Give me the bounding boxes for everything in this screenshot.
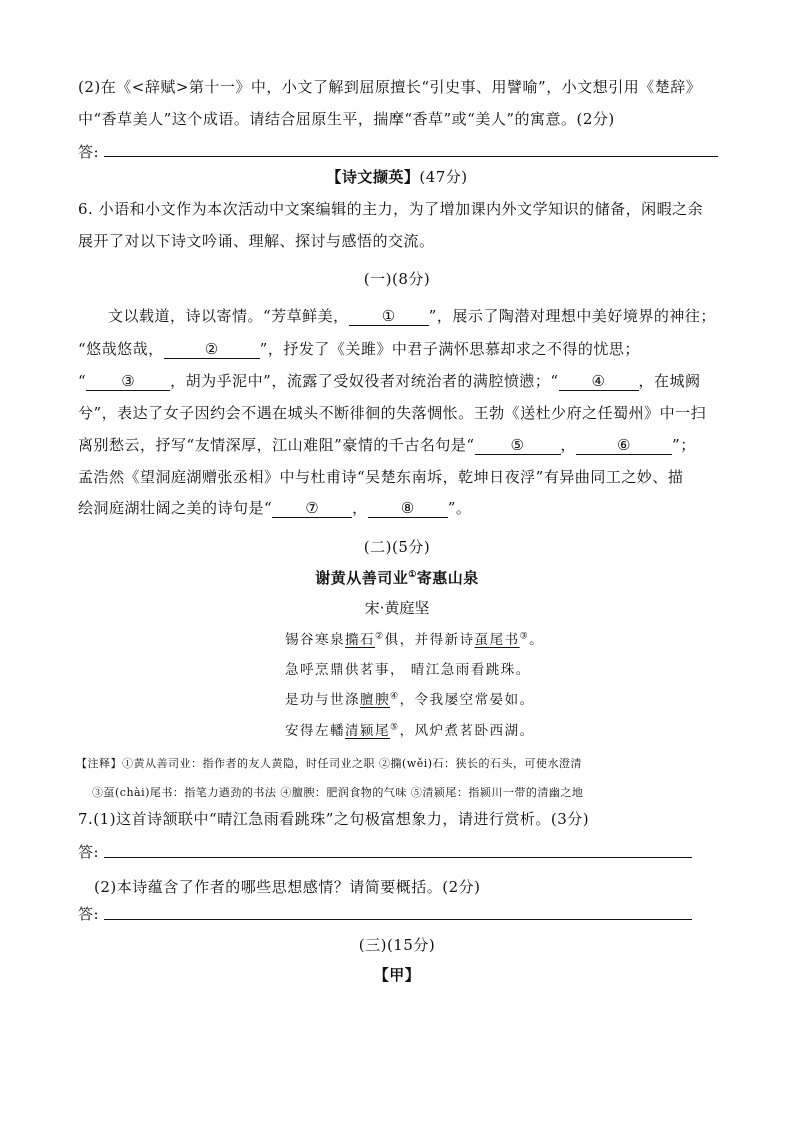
footnote-mark: ① xyxy=(408,570,417,580)
text: 绘洞庭湖壮阔之美的诗句是“ xyxy=(78,499,273,517)
part1-row3 xyxy=(78,370,701,391)
footnote-mark: ② xyxy=(375,631,385,642)
blank-2[interactable]: ② xyxy=(164,342,260,359)
part1-row1 xyxy=(108,305,716,326)
answer-line[interactable] xyxy=(104,857,692,858)
section-title-label: 【诗文撷英】 xyxy=(326,168,420,186)
text: 安得左轓 xyxy=(285,723,345,739)
q7-2: (2)本诗蕴含了作者的哪些思想感情？请简要概括。(2分) xyxy=(94,878,481,896)
text: ”，展示了陶潜对理想中美好境界的神往； xyxy=(428,307,716,325)
answer-label: 答: xyxy=(78,843,100,861)
annotated-word: 虿尾书 xyxy=(474,632,520,648)
text: 文以载道，诗以寄情。“芳草鲜美， xyxy=(108,307,349,325)
text: “悠哉悠哉， xyxy=(78,340,164,358)
part2-title: (二)(5分) xyxy=(363,538,431,556)
poem-title-text: 谢黄从善司业 xyxy=(315,569,409,587)
blank-1[interactable]: ① xyxy=(349,309,429,326)
text: ”； xyxy=(672,436,696,454)
annotated-word: 清颍尾 xyxy=(345,723,390,739)
part1-row2 xyxy=(78,338,640,359)
text: ， xyxy=(560,436,577,454)
q6-line2: 展开了对以下诗文吟诵、理解、探讨与感悟的交流。 xyxy=(78,232,435,250)
blank-3[interactable]: ③ xyxy=(86,374,170,391)
poem-line-2: 急呼烹鼎供茗事， 晴江急雨看跳珠。 xyxy=(285,662,531,678)
poem-line-4 xyxy=(285,719,535,739)
answer-label: 答: xyxy=(78,143,100,161)
text: ”。 xyxy=(447,499,472,517)
text: 锡谷寒泉 xyxy=(285,632,345,648)
footnote-mark: ④ xyxy=(390,691,400,702)
text: ，胡为乎泥中”，流露了受奴役者对统治者的满腔愤懑；“ xyxy=(170,372,559,390)
blank-6[interactable]: ⑥ xyxy=(576,438,672,455)
blank-7[interactable]: ⑦ xyxy=(272,501,352,518)
q7-1: 7.(1)这首诗颔联中“晴江急雨看跳珠”之句极富想象力，请进行赏析。(3分) xyxy=(78,810,590,828)
part1-row4: 兮”，表达了女子因约会不遇在城头不断徘徊的失落惆怅。王勃《送杜少府之任蜀州》中一扫 xyxy=(78,404,707,422)
section-title xyxy=(0,166,794,187)
part1-row5 xyxy=(78,434,696,455)
annotated-word: 膻腴 xyxy=(360,692,390,708)
part1-row6: 孟浩然《望洞庭湖赠张丞相》中与杜甫诗“吴楚东南坼，乾坤日夜浮”有异曲同工之妙、描 xyxy=(78,468,684,486)
footnote-mark: ③ xyxy=(519,631,530,642)
answer-line[interactable] xyxy=(104,156,718,157)
part1-row7 xyxy=(78,497,471,518)
text: ”，抒发了《关雎》中君子满怀思慕却求之不得的忧思； xyxy=(259,340,640,358)
annotated-word: 撱石 xyxy=(345,632,375,648)
poem-title xyxy=(0,567,794,588)
text: ，风炉煮茗卧西湖。 xyxy=(399,723,535,739)
q5-2-line2: 中“香草美人”这个成语。请结合屈原生平，揣摩“香草”或“美人”的寓意。(2分) xyxy=(78,110,615,128)
answer-label: 答: xyxy=(78,905,100,923)
text: 俱，并得新诗 xyxy=(384,632,475,648)
blank-5[interactable]: ⑤ xyxy=(475,438,561,455)
text: 离别愁云，抒写“友情深厚，江山难阻”豪情的千古名句是“ xyxy=(78,436,475,454)
q5-2-line1: (2)在《<辞赋>第十一》中，小文了解到屈原擅长“引史事、用譬喻”，小文想引用《楚辞》 xyxy=(78,78,702,96)
annotation-line-2: ③虿(chài)尾书：指笔力遒劲的书法 ④膻腴：肥润食物的气味 ⑤清颍尾：指颍川一带的清幽之地 xyxy=(92,786,584,799)
text: ，在城阙 xyxy=(638,372,701,390)
text: ，令我屡空常晏如。 xyxy=(399,692,535,708)
text: ， xyxy=(352,499,368,517)
blank-4[interactable]: ④ xyxy=(559,374,639,391)
text: “ xyxy=(78,372,87,390)
poem-line-3 xyxy=(285,688,535,708)
poem-line-1 xyxy=(285,628,544,648)
section-title-points: (47分) xyxy=(419,168,468,186)
text: 是功与世涤 xyxy=(285,692,360,708)
part1-title: (一)(8分) xyxy=(363,270,431,288)
answer-line[interactable] xyxy=(104,919,692,920)
annotation-line-1: 【注释】①黄从善司业：指作者的友人黄隐，时任司业之职 ②撱(wěi)石：狭长的石头，可使水澄清 xyxy=(76,757,583,770)
text: 。 xyxy=(529,632,545,648)
blank-8[interactable]: ⑧ xyxy=(368,501,448,518)
part3-title: (三)(15分) xyxy=(358,936,436,954)
q6-line1: 6. 小语和小文作为本次活动中文案编辑的主力，为了增加课内外文学知识的储备，闲暇之余 xyxy=(78,200,704,218)
poem-title-text: 寄惠山泉 xyxy=(416,569,479,587)
part3-sub: 【甲】 xyxy=(373,966,421,984)
footnote-mark: ⑤ xyxy=(390,722,400,733)
poem-author: 宋·黄庭坚 xyxy=(364,599,430,617)
